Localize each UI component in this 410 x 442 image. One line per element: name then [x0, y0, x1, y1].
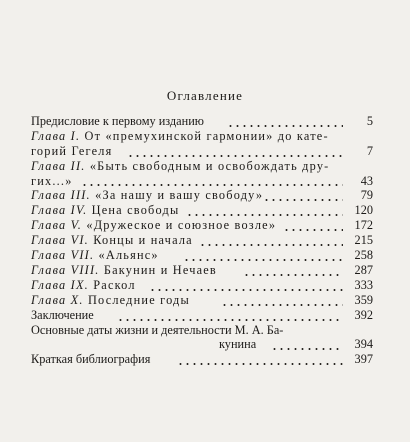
dot-leader [221, 304, 343, 306]
toc-entry-title: Краткая библиография [31, 352, 151, 367]
dot-leader [149, 289, 343, 291]
toc-entry-chapter-2[interactable] [31, 159, 373, 189]
toc-page-number: 397 [354, 352, 373, 367]
chapter-label: Глава V. [31, 218, 83, 233]
chapter-label: Глава VII. [31, 248, 95, 263]
dot-leader [117, 319, 343, 321]
toc-entry-title: Заключение [31, 307, 94, 322]
toc-entry-chapter-7[interactable] [31, 248, 373, 263]
toc-entry-title: «Быть свободным и освобождать дру- [89, 158, 330, 173]
dot-leader [177, 363, 343, 365]
chapter-label: Глава III. [31, 188, 91, 203]
table-of-contents [31, 114, 373, 367]
toc-entry-chapter-1[interactable] [31, 129, 373, 159]
toc-entry-title-continued: гих...» [31, 173, 73, 188]
chapter-label: Глава IV. [31, 203, 88, 218]
toc-entry-chapter-8[interactable] [31, 263, 373, 278]
dot-leader [186, 214, 343, 216]
toc-entry-chapter-9[interactable] [31, 278, 373, 293]
toc-page-number: 392 [354, 307, 373, 322]
toc-entry-title-continued: кунина [219, 337, 257, 352]
toc-page-number: 172 [354, 218, 373, 233]
dot-leader [243, 274, 343, 276]
toc-entry-chapter-10[interactable] [31, 293, 373, 308]
dot-leader [199, 244, 343, 246]
chapter-label: Глава X. [31, 292, 84, 307]
chapter-label: Глава VI. [31, 233, 89, 248]
toc-entry-title: Последние годы [87, 292, 190, 307]
toc-entry-title: «Альянс» [98, 248, 159, 263]
dot-leader [283, 229, 343, 231]
toc-page-number: 333 [354, 277, 373, 292]
dot-leader [263, 199, 343, 201]
toc-entry-title: Предисловие к первому изданию [31, 114, 204, 128]
dot-leader [127, 155, 343, 157]
toc-page-number: 215 [354, 233, 373, 248]
toc-page-number: 7 [366, 143, 373, 158]
dot-leader [271, 348, 343, 350]
toc-entry-title-continued: горий Гегеля [31, 143, 113, 158]
toc-page-number: 43 [360, 173, 373, 188]
toc-entry-conclusion[interactable] [31, 308, 373, 323]
toc-entry-title: Концы и начала [93, 233, 193, 248]
toc-entry-chapter-3[interactable] [31, 188, 373, 203]
toc-entry-chapter-4[interactable] [31, 203, 373, 218]
page-title: Оглавление [166, 88, 244, 103]
toc-entry-title: «За нашу и вашу свободу» [95, 188, 264, 203]
toc-page-number: 5 [366, 113, 373, 128]
dot-leader [81, 184, 343, 186]
toc-entry-chapter-6[interactable] [31, 233, 373, 248]
toc-entry-title: Раскол [93, 277, 136, 292]
toc-entry-chapter-5[interactable] [31, 218, 373, 233]
dot-leader [183, 259, 343, 261]
toc-entry-preface[interactable] [31, 114, 373, 129]
toc-page-number: 359 [354, 292, 373, 307]
toc-page-number: 79 [360, 188, 373, 203]
chapter-label: Глава II. [31, 158, 86, 173]
toc-entry-bibliography[interactable] [31, 352, 373, 367]
toc-page-number: 120 [354, 203, 373, 218]
toc-page-number: 394 [354, 337, 373, 352]
chapter-label: Глава I. [31, 128, 81, 143]
toc-entry-title: «Дружеское и союзное возле» [86, 218, 277, 233]
toc-entry-title: От «премухинской гармонии» до кате- [84, 128, 329, 143]
chapter-label: Глава IX. [31, 277, 89, 292]
toc-entry-title: Цена свободы [91, 203, 180, 218]
dot-leader [227, 125, 343, 127]
toc-page-number: 258 [354, 248, 373, 263]
toc-entry-title: Основные даты жизни и деятельности М. А. Ба- [31, 322, 284, 337]
toc-entry-chronology[interactable] [31, 323, 373, 353]
chapter-label: Глава VIII. [31, 262, 100, 277]
toc-entry-title: Бакунин и Нечаев [103, 262, 217, 277]
toc-page-number: 287 [354, 262, 373, 277]
